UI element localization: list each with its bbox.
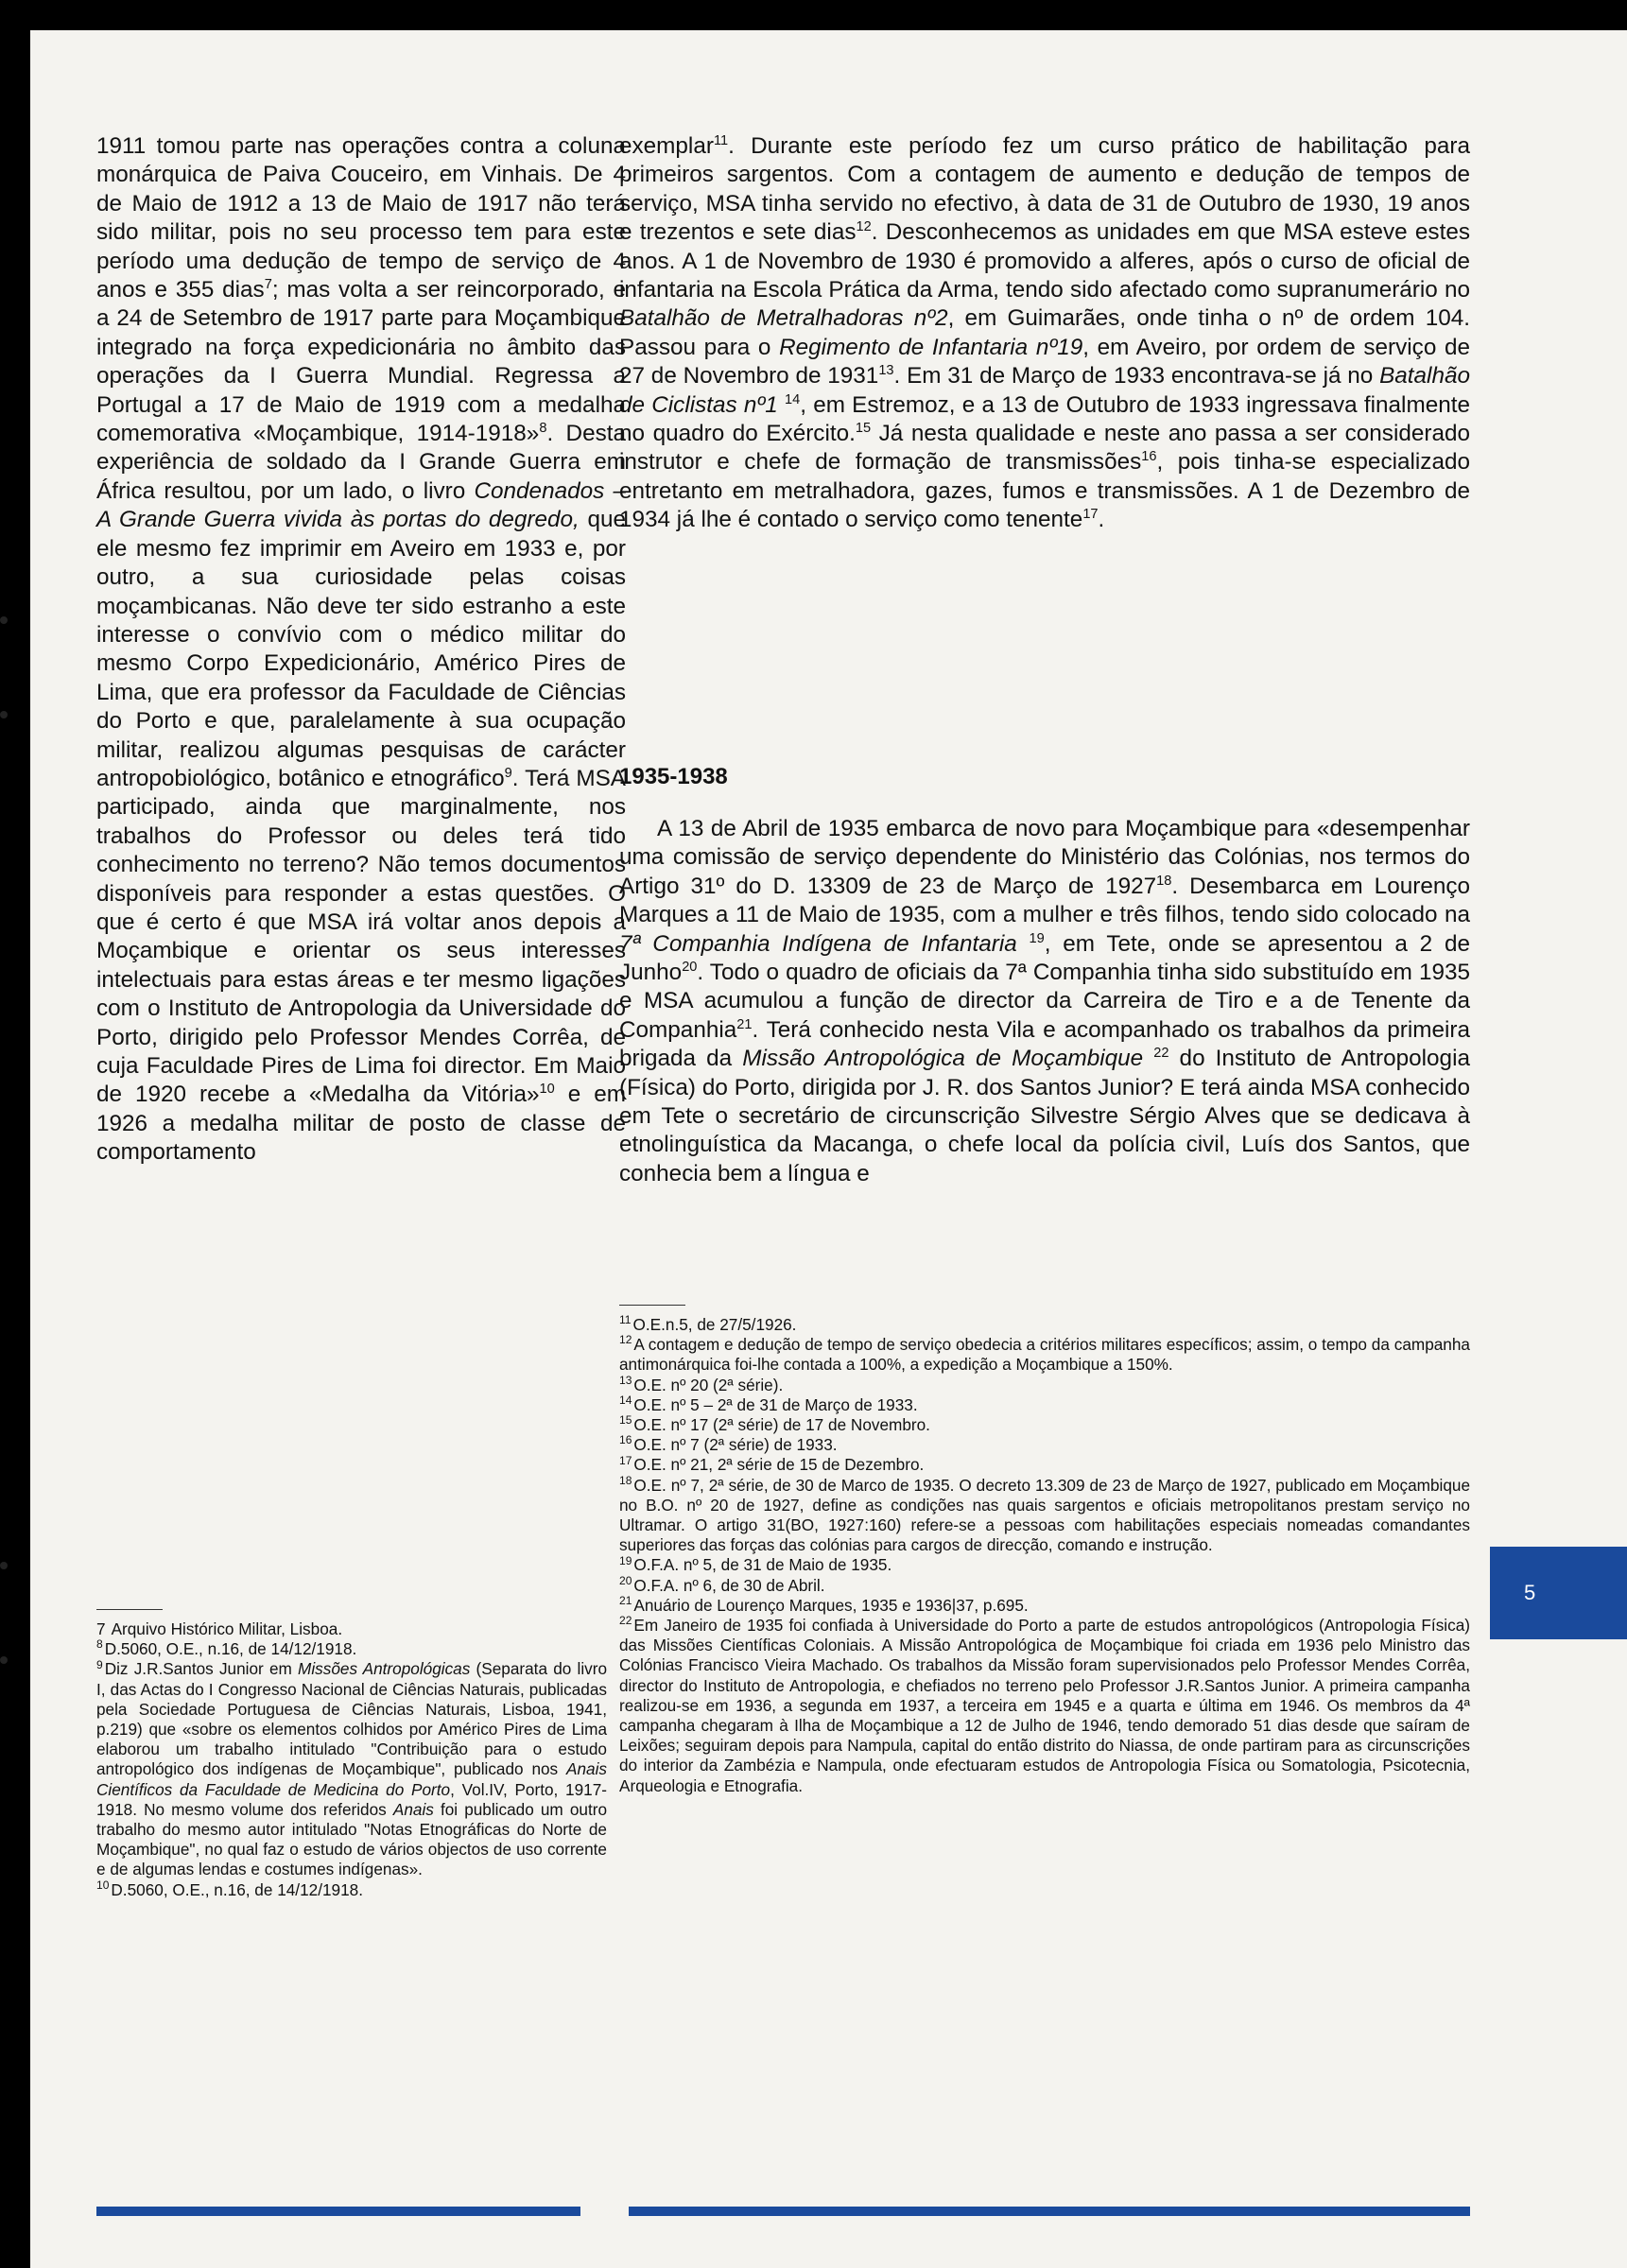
page-number-tab [1490, 1547, 1627, 1639]
footnote-text: D.5060, O.E., n.16, de 14/12/1918. [104, 1639, 357, 1659]
bottom-rule-left [96, 2207, 580, 2216]
footnote-number: 16 [619, 1433, 632, 1447]
footnote-number: 11 [619, 1313, 632, 1327]
scan-mark [0, 616, 8, 624]
footnote-21 [619, 1596, 1470, 1616]
footnote-number: 13 [619, 1373, 632, 1387]
footnote-18 [619, 1473, 1470, 1556]
footnote-number: 14 [619, 1394, 632, 1408]
footnote-number: 9 [96, 1657, 103, 1671]
footnote-text: O.E.n.5, de 27/5/1926. [632, 1315, 797, 1334]
document-page [30, 30, 1627, 2268]
scan-mark [0, 711, 8, 718]
footnote-text: A contagem e dedução de tempo de serviço obedecia a critérios militares específicos; assim, o tempo da campanha antimonárquica foi-lhe contada a 100%, a expedição a Moçambique a 150%. [619, 1335, 1470, 1375]
footnote-number: 20 [619, 1573, 632, 1587]
footnote-text: Em Janeiro de 1935 foi confiada à Universidade do Porto a parte de estudos antropológicos (Antropologia Física) das Missões Científicas Coloniais. A Missão Antropológica de Moçambique foi criada em 1936 pelo Ministro das Colónias Francisco Vieira Machado. Os trabalhos da Missão foram supervisionados pelo Professor Mendes Corrêa, director do Instituto de Antropologia, e chefiados no terreno pelo Professor J.R.Santos Junior. A primeira campanha realizou-se em 1936, a segunda em 1937, a terceira em 1945 e a quarta e última em 1946. Os membros da 4ª campanha chegaram à Ilha de Moçambique a 12 de Julho de 1946, tendo demorado 51 dias desde que saíram de Leixões; seguiram depois para Nampula, capital do então distrito do Niassa, de onde partiram para as circunscrições do interior da Zambézia e Nampula, onde efectuaram estudos de Antropologia Física ou Somatologia, Psicotecnia, Arqueologia e Etnografia. [619, 1616, 1470, 1795]
footnote-14 [619, 1395, 1470, 1415]
section-paragraph: A 13 de Abril de 1935 embarca de novo para Moçambique para «desempenhar uma comissão de serviço dependente do Ministério das Colónias, nos termos do Artigo 31º do D. 13309 de 23 de Março de 1927$^{18}$. Desembarca em Lourenço Marques a 11 de Maio de 1935, com a mulher e três filhos, tendo sido colocado na 7ª Companhia Indígena de Infantaria $^{19}$, em Tete, onde se apresentou a 2 de Junho$^{20}$. Todo o quadro de oficiais da 7ª Companhia tinha sido substituído em 1935 e MSA acumulou a função de director da Carreira de Tiro e a de Tenente da Companhia$^{21}$. Terá conhecido nesta Vila e acompanhado os trabalhos da primeira brigada da Missão Antropológica de Moçambique $^{22}$ do Instituto de Antropologia (Física) do Porto, dirigida por J. R. dos Santos Junior? E terá ainda MSA conhecido em Tete o secretário de circunscrição Silvestre Sérgio Alves que se dedicava à etnolinguística da Macanga, o chefe local da polícia civil, Luís dos Santos, que conhecia bem a língua e [619, 816, 1471, 1186]
left-column [96, 132, 626, 1168]
footnote-7 [96, 1619, 607, 1639]
footnote-text: O.E. nº 17 (2ª série) de 17 de Novembro. [633, 1415, 930, 1435]
section-heading: 1935-1938 [619, 764, 728, 789]
scan-mark [0, 1562, 8, 1569]
footnote-number: 10 [96, 1878, 110, 1892]
right-column-top-text: exemplar$^{11}$. Durante este período fez um curso prático de habilitação para primeiros sargentos. Com a contagem de aumento e dedução de tempos de serviço, MSA tinha servido no efectivo, à data de 31 de Outubro de 1930, 19 anos e trezentos e sete dias$^{12}$. Desconhecemos as unidades em que MSA esteve estes anos. A 1 de Novembro de 1930 é promovido a alferes, após o curso de oficial de infantaria na Escola Prática da Arma, tendo sido afectado como supranumerário no Batalhão de Metralhadoras nº2, em Guimarães, onde tinha o nº de ordem 104. Passou para o Regimento de Infantaria nº19, em Aveiro, por ordem de serviço de 27 de Novembro de 1931$^{13}$. Em 31 de Março de 1933 encontrava-se já no Batalhão de Ciclistas nº1 $^{14}$, em Estremoz, e a 13 de Outubro de 1933 ingressava finalmente no quadro do Exército.$^{15}$ Já nesta qualidade e neste ano passa a ser considerado instrutor e chefe de formação de transmissões$^{16}$, pois tinha-se especializado entretanto em metralhadora, gazes, fumos e transmissões. A 1 de Dezembro de 1934 já lhe é contado o serviço como tenente$^{17}$. [619, 132, 1471, 533]
footnotes-left [96, 1609, 607, 1900]
footnote-list-right [619, 1315, 1470, 1796]
page-number: 5 [1524, 1581, 1536, 1604]
footnote-11 [619, 1315, 1470, 1335]
footnote-text: O.E. nº 5 – 2ª de 31 de Março de 1933. [633, 1394, 918, 1414]
footnote-number: 12 [619, 1333, 632, 1347]
footnote-text: Diz J.R.Santos Junior em Missões Antropológicas (Separata do livro I, das Actas do I Congresso Nacional de Ciências Naturais, publicadas pela Sociedade Portuguesa de Ciências Naturais, Lisboa, 1941, p.219) que «sobre os elementos colhidos por Américo Pires de Lima elaborou um trabalho intitulado "Contribuição para o estudo antropológico dos indígenas de Moçambique", publicado nos Anais Científicos da Faculdade de Medicina do Porto, Vol.IV, Porto, 1917-1918. No mesmo volume dos referidos Anais foi publicado um outro trabalho do mesmo autor intitulado "Notas Etnográficas do Norte de Moçambique", no qual faz o estudo de vários objectos de uso corrente e de algumas lendas e costumes indígenas». [96, 1659, 608, 1879]
footnote-12 [619, 1335, 1470, 1375]
footnote-text: O.E. nº 7, 2ª série, de 30 de Marco de 1935. O decreto 13.309 de 23 de Março de 1927, publicado em Moçambique no B.O. nº 20 de 1927, define as condições nas quais sargentos e oficiais metropolitanos prestam serviço no Ultramar. O artigo 31(BO, 1927:160) refere-se a pessoas com habilitações especiais nomeadas comandantes superiores das forças das colónias para cargos de direcção, comando e instrução. [619, 1475, 1470, 1555]
footnote-10 [96, 1880, 607, 1900]
scan-mark [0, 1656, 8, 1664]
footnote-text: D.5060, O.E., n.16, de 14/12/1918. [111, 1879, 363, 1899]
footnotes-right [619, 1305, 1470, 1796]
footnote-text: O.E. nº 20 (2ª série). [633, 1375, 784, 1394]
footnote-number: 7 [96, 1619, 106, 1638]
footnote-text: O.F.A. nº 6, de 30 de Abril. [633, 1575, 825, 1595]
footnote-number: 17 [619, 1453, 632, 1467]
footnote-number: 15 [619, 1413, 632, 1428]
footnote-number: 22 [619, 1614, 632, 1628]
footnote-number: 19 [619, 1553, 632, 1567]
footnote-rule [96, 1609, 163, 1610]
footnote-15 [619, 1415, 1470, 1435]
footnote-text: Arquivo Histórico Militar, Lisboa. [111, 1619, 343, 1638]
footnote-16 [619, 1435, 1470, 1455]
footnote-22 [619, 1616, 1470, 1796]
footnote-list-left [96, 1619, 607, 1900]
footnote-text: O.F.A. nº 5, de 31 de Maio de 1935. [633, 1555, 892, 1575]
footnote-20 [619, 1573, 1470, 1596]
right-column [619, 132, 1471, 1186]
footnote-number: 18 [619, 1473, 632, 1487]
left-column-text: 1911 tomou parte nas operações contra a coluna monárquica de Paiva Couceiro, em Vinhais. De 4 de Maio de 1912 a 13 de Maio de 1917 não terá sido militar, pois no seu processo tem para este período uma dedução de tempo de serviço de 4 anos e 355 dias$^7$; mas volta a ser reincorporado, e a 24 de Setembro de 1917 parte para Moçambique integrado na força expedicionária no âmbito das operações da I Guerra Mundial. Regressa a Portugal a 17 de Maio de 1919 com a medalha comemorativa «Moçambique, 1914-1918»$^8$. Desta experiência de soldado da I Grande Guerra em África resultou, por um lado, o livro Condenados – A Grande Guerra vivida às portas do degredo, que ele mesmo fez imprimir em Aveiro em 1933 e, por outro, a sua curiosidade pelas coisas moçambicanas. Não deve ter sido estranho a este interesse o convívio com o médico militar do mesmo Corpo Expedicionário, Américo Pires de Lima, que era professor da Faculdade de Ciências do Porto e que, paralelamente à sua ocupação militar, realizou algumas pesquisas de carácter antropobiológico, botânico e etnográfico$^9$. Terá MSA participado, ainda que marginalmente, nos trabalhos do Professor ou deles terá tido conhecimento no terreno? Não temos documentos disponíveis para responder a estas questões. O que é certo é que MSA irá voltar anos depois a Moçambique e orientar os seus interesses intelectuais para estas áreas e ter mesmo ligações com o Instituto de Antropologia da Universidade do Porto, dirigido pelo Professor Mendes Corrêa, de cuja Faculdade Pires de Lima foi director. Em Maio de 1920 recebe a «Medalha da Vitória»$^{10}$ e em 1926 a medalha militar de posto de classe de comportamento [96, 133, 626, 1166]
footnote-number: 21 [619, 1594, 632, 1608]
footnote-17 [619, 1455, 1470, 1475]
footnote-number: 8 [96, 1637, 103, 1652]
footnote-text: O.E. nº 21, 2ª série de 15 de Dezembro. [633, 1455, 925, 1475]
footnote-8 [96, 1639, 607, 1659]
footnote-19 [619, 1555, 1470, 1575]
footnote-9 [96, 1659, 607, 1879]
footnote-13 [619, 1373, 1470, 1395]
footnote-text: Anuário de Lourenço Marques, 1935 e 1936|37, p.695. [633, 1595, 1029, 1615]
footnote-rule [619, 1305, 685, 1306]
footnote-text: O.E. nº 7 (2ª série) de 1933. [633, 1435, 838, 1455]
bottom-rule-right [629, 2207, 1470, 2216]
